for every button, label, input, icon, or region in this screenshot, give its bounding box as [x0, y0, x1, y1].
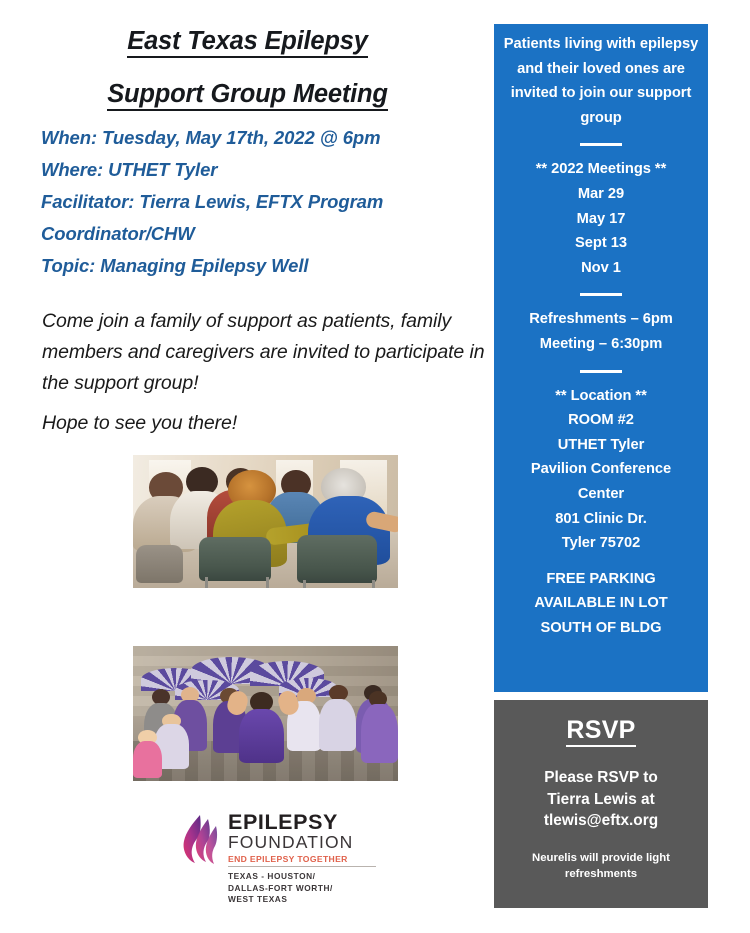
flyer-title-line-1-text: East Texas Epilepsy	[127, 29, 367, 58]
epilepsy-foundation-logo	[180, 812, 380, 912]
logo-chapter-line-1: TEXAS - HOUSTON/	[228, 871, 316, 881]
logo-word-epilepsy: EPILEPSY	[228, 810, 338, 834]
info-side-panel	[494, 24, 708, 692]
location-room: ROOM #2	[568, 412, 634, 429]
logo-chapter-line-3: WEST TEXAS	[228, 894, 288, 904]
rsvp-title: RSVP	[566, 716, 635, 747]
rsvp-title-wrap	[494, 716, 708, 747]
meeting-date-3: Sept 13	[575, 235, 627, 252]
location-heading: ** Location **	[555, 387, 647, 404]
parking-line-2: AVAILABLE IN LOT	[534, 595, 668, 612]
logo-divider	[228, 866, 376, 867]
side-panel-divider-1	[580, 143, 622, 146]
flyer-title-line-1	[20, 29, 475, 58]
detail-when: When: Tuesday, May 17th, 2022 @ 6pm	[41, 127, 381, 148]
meeting-date-1: Mar 29	[577, 185, 625, 202]
logo-chapter-line-2: DALLAS-FORT WORTH/	[228, 882, 333, 893]
location-city: Tyler 75702	[561, 535, 641, 552]
location-site: UTHET Tyler	[557, 436, 645, 453]
event-detail-list	[41, 122, 481, 282]
parking-section	[494, 567, 708, 641]
refreshments-time: Refreshments – 6pm	[529, 311, 673, 328]
closing-line: Hope to see you there!	[42, 412, 238, 434]
side-panel-divider-3	[580, 370, 622, 373]
logo-word-foundation: FOUNDATION	[228, 832, 354, 852]
side-panel-intro: Patients living with epilepsy and their loved ones are invited to join our support group	[503, 36, 699, 126]
times-section	[494, 307, 708, 356]
meeting-time: Meeting – 6:30pm	[539, 335, 663, 352]
rsvp-box	[494, 700, 708, 908]
rsvp-line-1: Please RSVP to	[544, 769, 658, 786]
detail-coordinator: Coordinator/CHW	[41, 223, 195, 244]
epilepsy-walk-photo	[133, 646, 398, 781]
rsvp-note-line-2: refreshments	[564, 867, 638, 880]
rsvp-line-2: Tierra Lewis at	[547, 790, 655, 808]
support-group-photo	[133, 455, 398, 588]
side-panel-divider-2	[580, 293, 622, 296]
detail-topic: Topic: Managing Epilepsy Well	[41, 255, 309, 276]
detail-facilitator: Facilitator: Tierra Lewis, EFTX Program	[41, 191, 384, 212]
meeting-date-4: Nov 1	[581, 259, 621, 276]
logo-tagline: END EPILEPSY TOGETHER	[228, 854, 348, 864]
location-street: 801 Clinic Dr.	[555, 510, 647, 527]
parking-line-3: SOUTH OF BLDG	[540, 619, 662, 636]
location-section	[494, 384, 708, 556]
detail-where: Where: UTHET Tyler	[41, 159, 218, 180]
rsvp-email[interactable]: tlewis@eftx.org	[543, 812, 659, 829]
location-venue-2: Center	[577, 485, 625, 502]
location-venue-1: Pavilion Conference	[530, 461, 672, 478]
rsvp-note	[494, 850, 708, 882]
flyer-title-line-2-text: Support Group Meeting	[107, 82, 388, 111]
invitation-paragraph: Come join a family of support as patients, family members and caregivers are invited to participate in the support group!	[42, 310, 485, 394]
meeting-date-2: May 17	[576, 210, 626, 227]
flyer-title-line-2	[20, 82, 475, 111]
parking-line-1: FREE PARKING	[546, 570, 656, 587]
meetings-heading: ** 2022 Meetings **	[535, 161, 667, 178]
rsvp-body	[494, 767, 708, 832]
rsvp-note-line-1: Neurelis will provide light	[532, 851, 670, 864]
epilepsy-foundation-flame-icon	[180, 814, 222, 866]
logo-chapter-lines	[228, 871, 333, 906]
meetings-section	[494, 157, 708, 280]
